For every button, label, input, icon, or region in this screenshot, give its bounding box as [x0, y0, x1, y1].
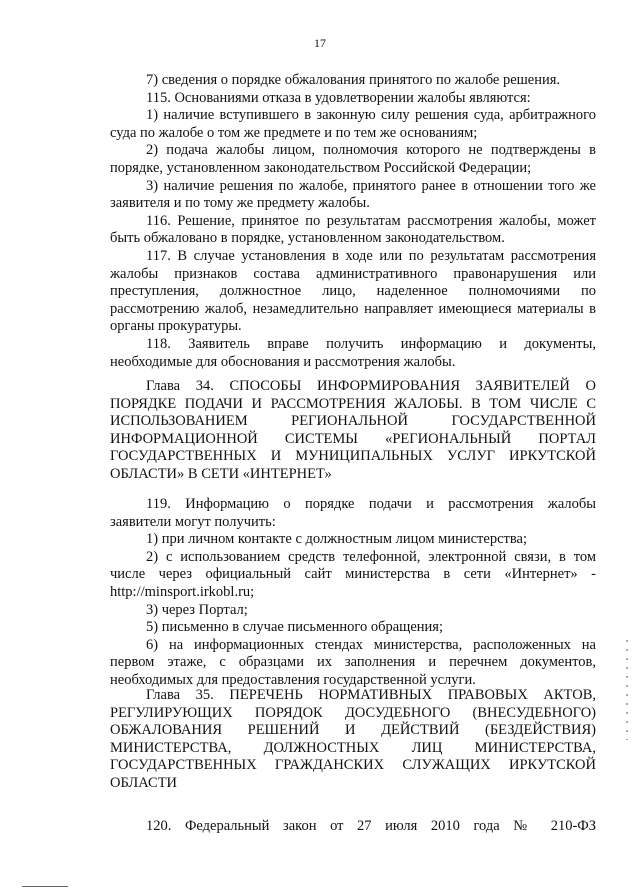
paragraph-line: 3) наличие решения по жалобе, принятого ранее в отношении того же	[146, 177, 596, 194]
paragraph-line: быть обжаловано в порядке, установленном законодательством.	[110, 230, 505, 247]
paragraph-line: преступления, должностное лицо, наделенное полномочиями по	[110, 283, 596, 300]
paragraph-line: необходимых для предоставления государственной услуги.	[110, 671, 476, 688]
text-block-federal-law	[110, 818, 596, 836]
heading-line: Глава 35. ПЕРЕЧЕНЬ НОРМАТИВНЫХ ПРАВОВЫХ АКТОВ,	[146, 687, 596, 703]
paragraph-line: 6) на информационных стендах министерства, расположенных на	[146, 636, 596, 653]
paragraph-line: 117. В случае установления в ходе или по результатам рассмотрения	[146, 247, 596, 264]
text-block-complaint-grounds	[110, 72, 596, 371]
paragraph-line: 1) при личном контакте с должностным лицом министерства;	[146, 531, 527, 548]
paragraph-line: суда по жалобе о том же предмете и по тем же основаниям;	[110, 124, 478, 141]
paragraph-line: 120. Федеральный закон от 27 июля 2010 года № 210-ФЗ	[146, 818, 596, 834]
paragraph-line: 3) через Портал;	[146, 601, 248, 618]
page-number: 17	[314, 36, 326, 50]
paragraph-line: необходимые для обоснования и рассмотрения жалобы.	[110, 353, 456, 370]
paragraph-line: 118. Заявитель вправе получить информацию и документы,	[146, 335, 596, 352]
paragraph-line: 2) подача жалобы лицом, полномочия которого не подтверждены в	[146, 142, 596, 159]
paragraph-line: порядке, установленном законодательством Российской Федерации;	[110, 159, 532, 176]
paragraph-line: заявителя и по тому же предмету жалобы.	[110, 195, 370, 212]
paragraph-line: http://minsport.irkobl.ru;	[110, 583, 255, 600]
paragraph-line: заявители могут получить:	[110, 513, 276, 530]
heading-line: ИСПОЛЬЗОВАНИЕМ РЕГИОНАЛЬНОЙ ГОСУДАРСТВЕННОЙ	[110, 413, 596, 430]
heading-line: Глава 34. СПОСОБЫ ИНФОРМИРОВАНИЯ ЗАЯВИТЕЛЕЙ О	[146, 378, 596, 394]
paragraph-line: 116. Решение, принятое по результатам рассмотрения жалобы, может	[146, 212, 596, 229]
text-block-information-ways	[110, 496, 596, 690]
chapter-34-heading	[110, 378, 596, 484]
paragraph-line: 119. Информацию о порядке подачи и рассмотрения жалобы	[146, 496, 596, 512]
heading-line: ОБЖАЛОВАНИЯ РЕШЕНИЙ И ДЕЙСТВИЙ (БЕЗДЕЙСТВИЯ)	[110, 722, 596, 739]
heading-line: ОБЛАСТИ» В СЕТИ «ИНТЕРНЕТ»	[110, 465, 332, 482]
heading-line: РЕГУЛИРУЮЩИХ ПОРЯДОК ДОСУДЕБНОГО (ВНЕСУДЕБНОГО)	[110, 704, 596, 721]
paragraph-line: 5) письменно в случае письменного обращения;	[146, 619, 444, 636]
paragraph-line: 1) наличие вступившего в законную силу решения суда, арбитражного	[146, 107, 596, 124]
paragraph-line: 115. Основаниями отказа в удовлетворении жалобы являются:	[146, 89, 531, 106]
heading-line: ИНФОРМАЦИОННОЙ СИСТЕМЫ «РЕГИОНАЛЬНЫЙ ПОРТАЛ	[110, 430, 596, 447]
heading-line: ПОРЯДКЕ ПОДАЧИ И РАССМОТРЕНИЯ ЖАЛОБЫ. В ТОМ ЧИСЛЕ С	[110, 395, 596, 412]
chapter-35-heading	[110, 687, 596, 793]
scan-edge-dots	[626, 640, 628, 740]
scan-edge-mark	[22, 886, 68, 887]
paragraph-line: 2) с использованием средств телефонной, электронной связи, в том	[146, 548, 596, 565]
heading-line: ГОСУДАРСТВЕННЫХ И МУНИЦИПАЛЬНЫХ УСЛУГ ИРКУТСКОЙ	[110, 448, 596, 465]
paragraph-line: рассмотрению жалоб, незамедлительно направляет имеющиеся материалы в	[110, 300, 596, 317]
paragraph-line: жалобы признаков состава административного правонарушения или	[110, 265, 596, 282]
paragraph-line: первом этаже, с образцами их заполнения и перечнем документов,	[110, 654, 596, 671]
paragraph-line: 7) сведения о порядке обжалования принятого по жалобе решения.	[146, 72, 561, 88]
heading-line: ГОСУДАРСТВЕННЫХ ГРАЖДАНСКИХ СЛУЖАЩИХ ИРКУТСКОЙ	[110, 757, 596, 774]
heading-line: МИНИСТЕРСТВА, ДОЛЖНОСТНЫХ ЛИЦ МИНИСТЕРСТВА,	[110, 739, 596, 756]
paragraph-line: числе через официальный сайт министерства в сети «Интернет» -	[110, 566, 596, 583]
heading-line: ОБЛАСТИ	[110, 774, 178, 791]
paragraph-line: органы прокуратуры.	[110, 318, 242, 335]
